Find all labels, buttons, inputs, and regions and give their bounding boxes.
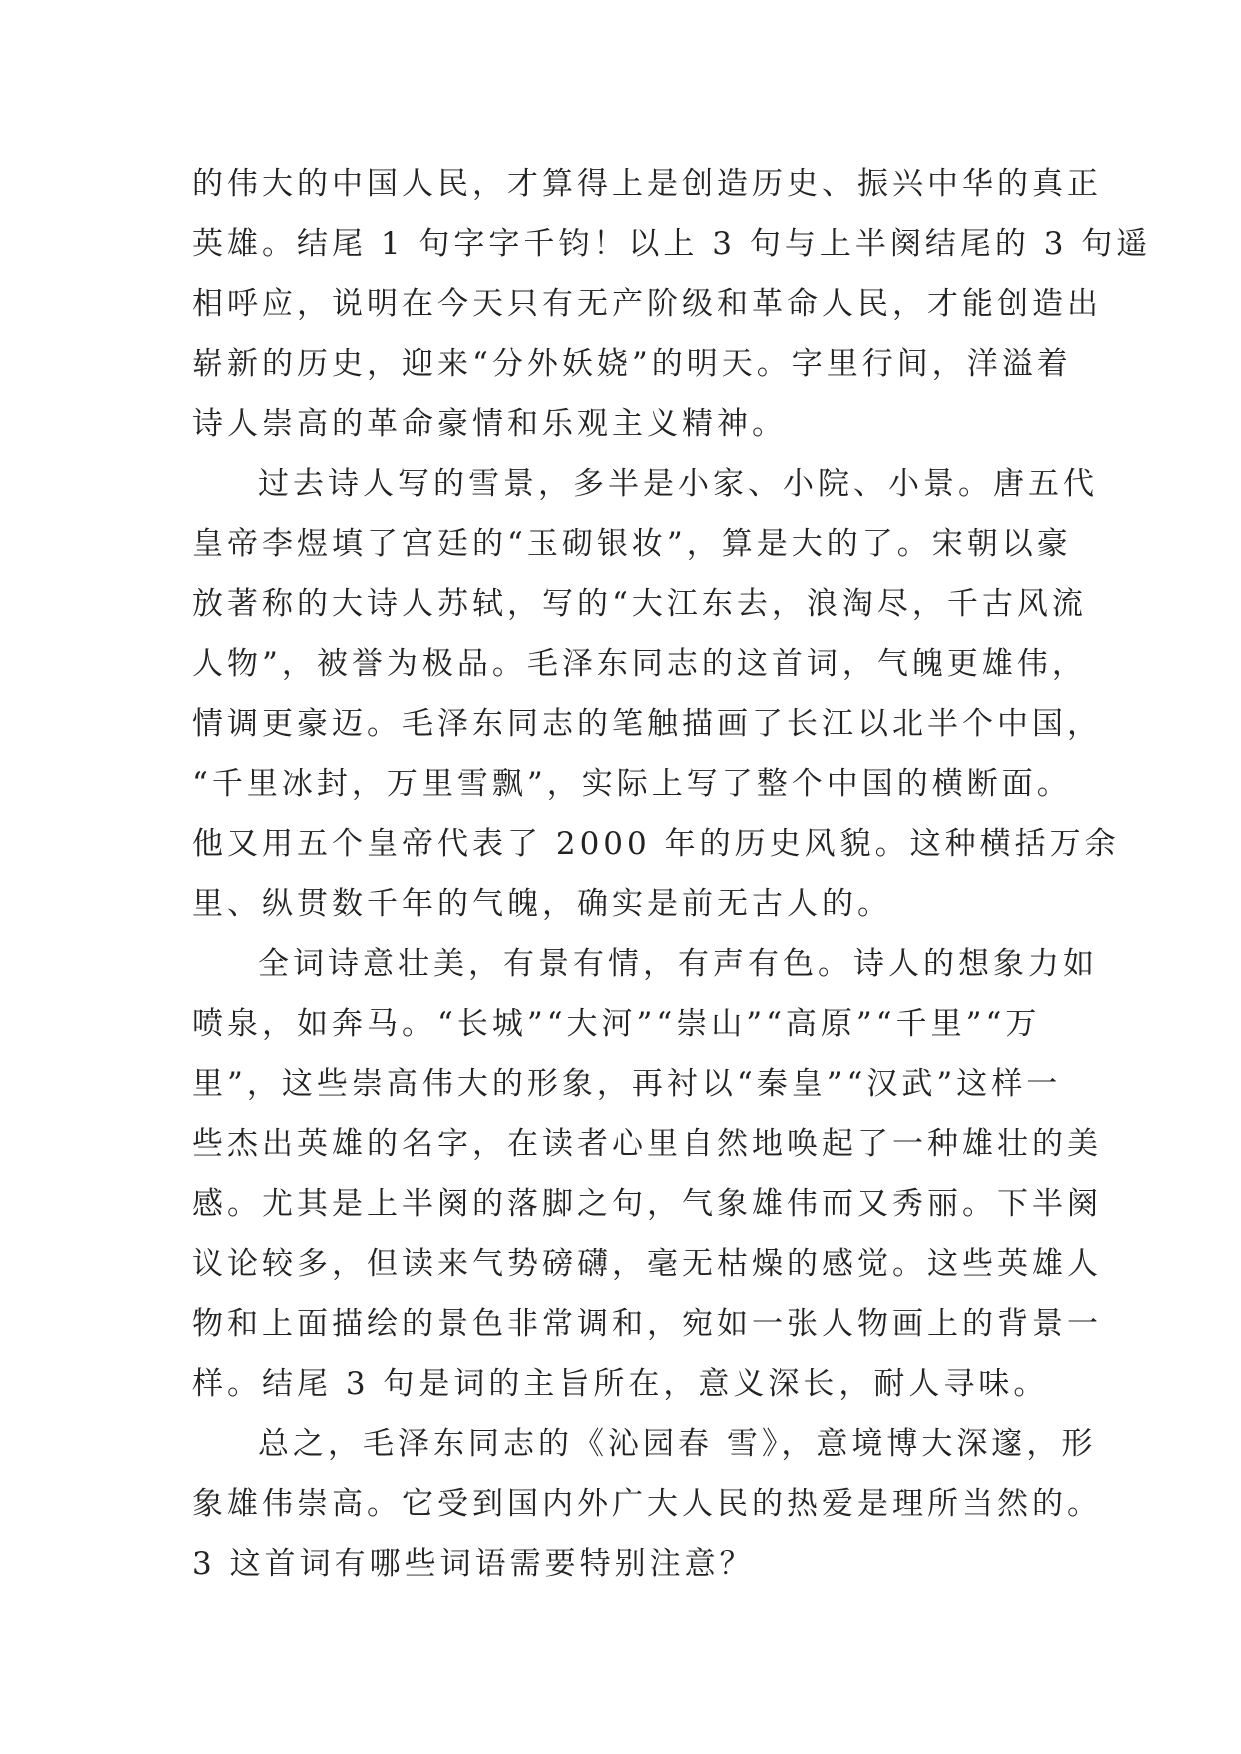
paragraph-first-line: 总之，毛泽东同志的《沁园春 雪》，意境博大深邃，形 (258, 1426, 1097, 1462)
text-line: 崭新的历史，迎来“分外妖娆”的明天。字里行间，洋溢着 (192, 346, 1072, 382)
text-line: 的伟大的中国人民，才算得上是创造历史、振兴中华的真正 (192, 166, 1102, 202)
text-line: 物和上面描绘的景色非常调和，宛如一张人物画上的背景一 (192, 1306, 1102, 1342)
text-line: 议论较多，但读来气势磅礴，毫无枯燥的感觉。这些英雄人 (192, 1246, 1102, 1282)
text-line: 象雄伟崇高。它受到国内外广大人民的热爱是理所当然的。 (192, 1486, 1102, 1522)
text-line: 皇帝李煜填了宫廷的“玉砌银妆”，算是大的了。宋朝以豪 (192, 526, 1072, 562)
text-line: 诗人崇高的革命豪情和乐观主义精神。 (192, 406, 787, 442)
paragraph-first-line: 过去诗人写的雪景，多半是小家、小院、小景。唐五代 (258, 466, 1098, 502)
text-line: 放著称的大诗人苏轼，写的“大江东去，浪淘尽，千古风流 (192, 586, 1087, 622)
text-line: 感。尤其是上半阕的落脚之句，气象雄伟而又秀丽。下半阕 (192, 1186, 1102, 1222)
document-page (192, 154, 1152, 1594)
text-line: 里”，这些崇高伟大的形象，再衬以“秦皇”“汉武”这样一 (192, 1066, 1062, 1102)
text-line: 些杰出英雄的名字，在读者心里自然地唤起了一种雄壮的美 (192, 1126, 1102, 1162)
text-line: 相呼应，说明在今天只有无产阶级和革命人民，才能创造出 (192, 286, 1102, 322)
text-line: 他又用五个皇帝代表了 2000 年的历史风貌。这种横括万余 (192, 826, 1120, 862)
text-line: “千里冰封，万里雪飘”，实际上写了整个中国的横断面。 (192, 766, 1072, 802)
text-line: 英雄。结尾 1 句字字千钧！以上 3 句与上半阕结尾的 3 句遥 (192, 226, 1152, 262)
text-line: 里、纵贯数千年的气魄，确实是前无古人的。 (192, 886, 892, 922)
section-question-heading: 3 这首词有哪些词语需要特别注意？ (192, 1546, 755, 1582)
text-line: 样。结尾 3 句是词的主旨所在，意义深长，耐人寻味。 (192, 1366, 1049, 1402)
text-line: 人物”，被誉为极品。毛泽东同志的这首词，气魄更雄伟， (192, 646, 1087, 682)
text-line: 喷泉，如奔马。“长城”“大河”“崇山”“高原”“千里”“万 (192, 1006, 1041, 1042)
text-line: 情调更豪迈。毛泽东同志的笔触描画了长江以北半个中国， (192, 706, 1102, 742)
paragraph-first-line: 全词诗意壮美，有景有情，有声有色。诗人的想象力如 (258, 946, 1098, 982)
